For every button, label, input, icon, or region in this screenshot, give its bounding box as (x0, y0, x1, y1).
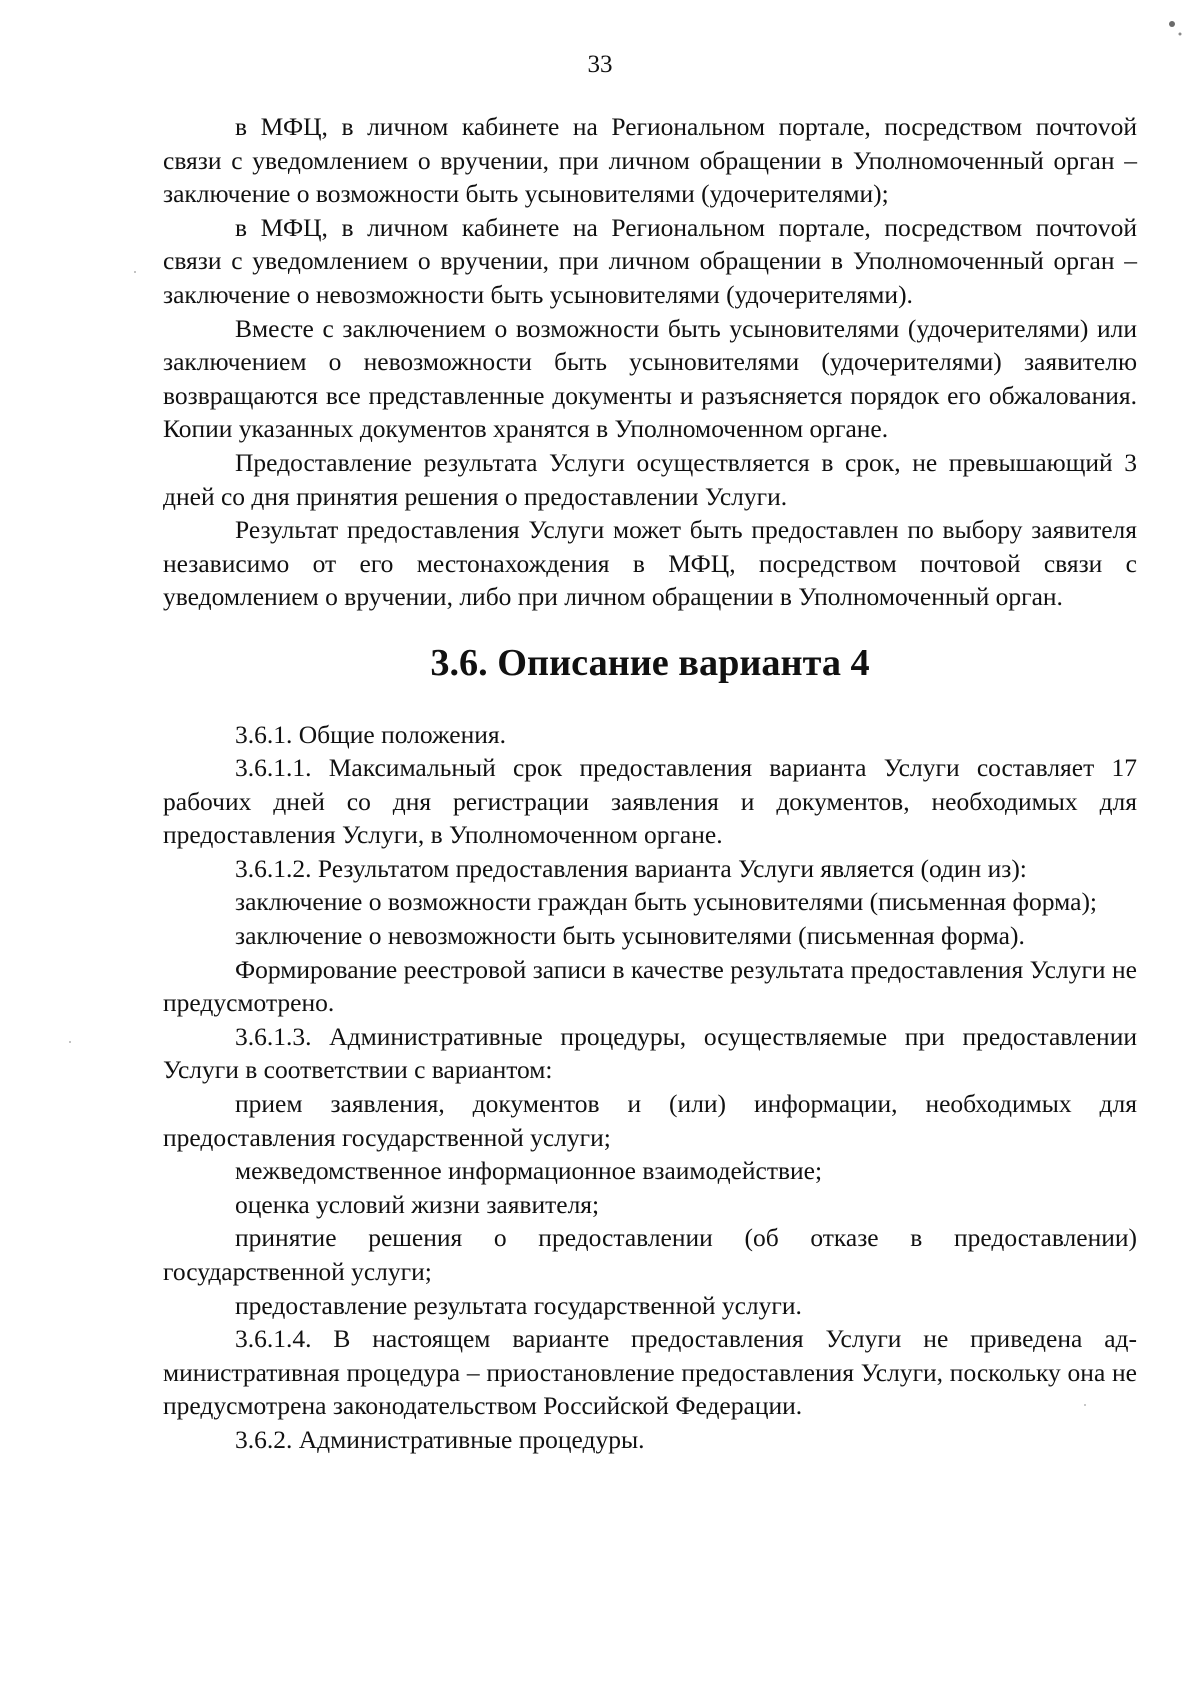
page-number: 33 (587, 51, 613, 78)
document-body (163, 110, 1137, 1457)
paragraph: 3.6.1.2. Результатом предоставления варианта Услуги является (один из): (235, 853, 1027, 883)
paragraph: межведомственное информационное взаимодействие; (235, 1156, 823, 1186)
scan-speck (69, 1041, 71, 1043)
paragraph: заключение о возможности граждан быть усыновителями (письменная форма); (235, 887, 1098, 917)
paragraph: заключение о невозможности быть усыновителями (письменная форма). (235, 921, 1025, 951)
paragraph: 3.6.2. Административные процедуры. (235, 1424, 645, 1454)
paragraph: Вместе с заключением о возможности быть усыновителями (удочерителями) или заключением о невозможности быть усыновителями (удочерителями) заявителю возвращаются все представленные документы и разъясняется порядок его обжалования. Копии указанных документов хранятся в Уполномоченном органе. (163, 313, 1137, 444)
paragraph: предоставление результата государственной услуги. (235, 1290, 802, 1320)
paragraph: 3.6.1.4. В настоящем варианте предоставления Услуги не приведена административная процедура – приостановление предоставления Услуги, поскольку она не предусмотрена законодательством Российской Федерации. (163, 1324, 1137, 1421)
paragraph: 3.6.1.3. Административные процедуры, осуществляемые при предоставлении Услуги в соответствии с вариантом: (163, 1021, 1137, 1085)
paragraph: в МФЦ, в личном кабинете на Региональном портале, посредством почтоvой связи с уведомлением о вручении, при личном обращении в Уполномоченный орган – заключение о возможности быть усыновителями (удочерителями); (163, 112, 1137, 209)
paragraph: оценка условий жизни заявителя; (235, 1189, 600, 1219)
paragraph: Формирование реестровой записи в качестве результата предоставления Услуги не предусмотрено. (163, 954, 1137, 1018)
paragraph: 3.6.1. Общие положения. (235, 719, 507, 749)
paragraph: в МФЦ, в личном кабинете на Региональном портале, посредством почтоvой связи с уведомлением о вручении, при личном обращении в Уполномоченный орган – заключение о невозможности быть усыновителями (удочерителями). (163, 212, 1137, 309)
scan-speck (1179, 33, 1182, 36)
paragraph: принятие решения о предоставлении (об отказе в предоставлении) государственной услуги; (163, 1223, 1137, 1286)
paragraph: прием заявления, документов и (или) информации, необходимых для предоставления государственной услуги; (163, 1089, 1137, 1152)
scan-speck (1169, 21, 1175, 27)
paragraph: Результат предоставления Услуги может быть предоставлен по выбору заявителя независимо от его местонахождения в МФЦ, посредством почтовой связи с уведомлением о вручении, либо при личном обращении в Уполномоченный орган. (163, 515, 1137, 612)
scan-speck (134, 271, 136, 273)
paragraph: 3.6.1.1. Максимальный срок предоставления варианта Услуги составляет 17 рабочих дней со дня регистрации заявления и документов, необходимых для предоставления Услуги, в Уполномоченном органе. (163, 753, 1137, 850)
section-heading: 3.6. Описание варианта 4 (430, 641, 870, 684)
paragraph: Предоставление результата Услуги осуществляется в срок, не превышающий 3 дней со дня принятия решения о предоставлении Услуги. (163, 447, 1137, 511)
